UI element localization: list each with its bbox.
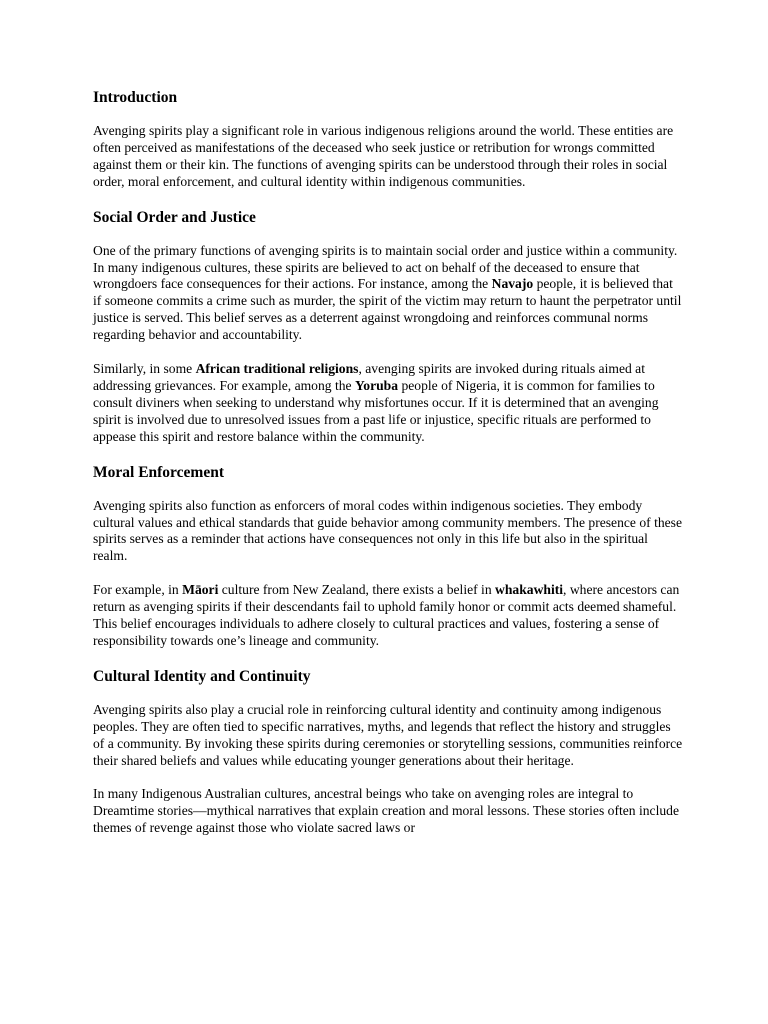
body-paragraph bbox=[93, 702, 683, 770]
text-run: people of Nigeria, it is common for families to consult diviners when seeking to understand why misfortunes occur. If it is determined that an avenging spirit is involved due to unresolved issues from a past life or injustice, specific rituals are performed to appease this spirit and restore balance within the community. bbox=[93, 377, 659, 444]
text-run: For example, in bbox=[93, 582, 183, 598]
text-run: Avenging spirits also play a crucial role in reinforcing cultural identity and continuity among indigenous peoples. They are often tied to specific narratives, myths, and legends that reflect the history and struggles of a community. By invoking these spirits during ceremonies or storytelling sessions, communities reinforce their shared beliefs and values while educating younger generations about their heritage. bbox=[93, 701, 683, 768]
body-paragraph bbox=[93, 361, 683, 446]
section-heading: Moral Enforcement bbox=[93, 463, 224, 481]
bold-term: Māori bbox=[182, 582, 219, 598]
body-paragraph bbox=[93, 123, 683, 191]
text-run: Similarly, in some bbox=[93, 361, 196, 377]
document-page bbox=[93, 84, 683, 854]
text-run: One of the primary functions of avenging spirits is to maintain social order and justice within a community. In many indigenous cultures, these spirits are believed to act on behalf of the deceased to ensure that wrongdoers face consequences for their actions. For instance, among the bbox=[93, 242, 678, 292]
section-heading: Cultural Identity and Continuity bbox=[93, 667, 311, 685]
text-run: Avenging spirits play a significant role in various indigenous religions around the world. These entities are often perceived as manifestations of the deceased who seek justice or retribution for wrongs committed against them or their kin. The functions of avenging spirits can be understood through their roles in social order, moral enforcement, and cultural identity within indigenous communities. bbox=[93, 123, 674, 189]
bold-term: Yoruba bbox=[354, 377, 399, 393]
text-run: In many Indigenous Australian cultures, ancestral beings who take on avenging roles are integral to Dreamtime stories—mythical narratives that explain creation and moral lessons. These stories often include themes of revenge against those who violate sacred laws or bbox=[93, 786, 679, 836]
text-run: , where ancestors can return as avenging spirits if their descendants fail to uphold family honor or commit acts deemed shameful. This belief encourages individuals to adhere closely to cultural practices and values, fostering a sense of responsibility towards one’s lineage and community. bbox=[93, 582, 680, 648]
section-heading: Introduction bbox=[93, 89, 178, 106]
text-run: people, it is believed that if someone commits a crime such as murder, the spirit of the victim may return to haunt the perpetrator until justice is served. This belief serves as a deterrent against wrongdoing and reinforces communal norms regarding behavior and accountability. bbox=[93, 276, 682, 343]
text-run: culture from New Zealand, there exists a belief in bbox=[218, 582, 496, 598]
body-paragraph bbox=[93, 243, 683, 344]
text-run: Avenging spirits also function as enforcers of moral codes within indigenous societies. They embody cultural values and ethical standards that guide behavior among community members. The presence of these spirits serves as a reminder that actions have consequences not only in this life but also in the spiritual realm. bbox=[93, 497, 682, 564]
body-paragraph bbox=[93, 498, 683, 566]
bold-term: Navajo bbox=[491, 276, 534, 292]
text-run: , avenging spirits are invoked during rituals aimed at addressing grievances. For example, among the bbox=[93, 361, 645, 393]
bold-term: whakawhiti bbox=[495, 582, 564, 598]
bold-term: African traditional religions bbox=[195, 361, 359, 377]
body-paragraph bbox=[93, 582, 683, 650]
body-paragraph bbox=[93, 786, 683, 837]
section-heading: Social Order and Justice bbox=[93, 208, 256, 226]
